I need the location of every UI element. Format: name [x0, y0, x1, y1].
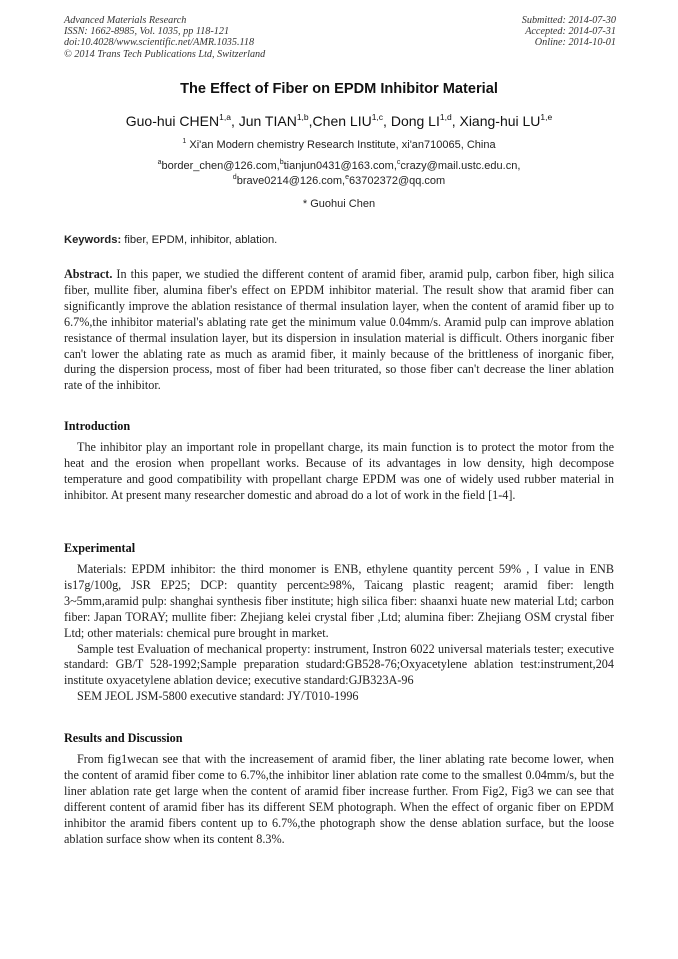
journal-header-left [64, 15, 265, 60]
affiliation [0, 139, 678, 151]
author-name: Guo-hui CHEN [125, 113, 220, 129]
journal-name: Advanced Materials Research [64, 15, 187, 26]
author-name: Xiang-hui LU [459, 113, 541, 129]
author-superscript: 1,e [540, 112, 553, 122]
keywords-line [64, 234, 277, 246]
sem-paragraph: SEM JEOL JSM-5800 executive standard: JY/T010-1996 [77, 689, 359, 704]
corresponding-author: * Guohui Chen [302, 198, 376, 210]
author-name: Chen LIU [312, 113, 372, 129]
copyright-line: © 2014 Trans Tech Publications Ltd, Switzerland [64, 48, 266, 60]
email-address[interactable]: border_chen@126.com, [161, 160, 280, 172]
author-list [0, 113, 678, 129]
accepted-date: Accepted: 2014-07-31 [525, 26, 616, 38]
introduction-paragraph: The inhibitor play an important role in propellant charge, its main function is to protect the motor from the heat and the erosion when propellant works. Because of its advantages in low density, high decompose temperature and good compatibility with propellant charge EPDM was one of widely used rubber material in inhibitor. At present many researcher domestic and abroad do a lot of work in the field [1-4]. [64, 440, 614, 502]
author-superscript: 1,c [371, 112, 384, 122]
author-name: Jun TIAN [238, 113, 297, 129]
online-date: Online: 2014-10-01 [534, 37, 616, 49]
author-separator: , [308, 113, 313, 129]
abstract-text: In this paper, we studied the different content of aramid fiber, aramid pulp, carbon fiber, high silica fiber, mullite fiber, alumina fiber's effect on EPDM inhibitor material. The result show that aramid fiber can significantly improve the ablation resistance of thermal insulation layer, when the content of aramid fiber up to 6.7%,the inhibitor material's ablating rate get the minimum value 0.04mm/s. Aramid pulp can improve ablation resistance of thermal insulation layer, but its dispersion in insulation material is difficult. Others inorganic fiber can't lower the ablating rate as much as aramid fiber, it mainly because of the brittleness of inorganic fiber, during the dispersion process, most of fiber had been triturated, so those fiber can't decrease the liner ablation rate of the inhibitor. [64, 267, 614, 393]
email-line-1 [0, 159, 678, 174]
abstract-label: Abstract. [64, 267, 113, 281]
author-separator: , [451, 113, 460, 129]
author-name: Dong LI [390, 113, 440, 129]
author-separator: , [383, 113, 391, 129]
email-address[interactable]: crazy@mail.ustc.edu.cn, [400, 160, 521, 172]
doi-line: doi:10.4028/www.scientific.net/AMR.1035.118 [64, 37, 255, 49]
submitted-date: Submitted: 2014-07-30 [521, 15, 616, 26]
author-superscript: 1,b [296, 112, 309, 122]
affiliation-text: Xi'an Modern chemistry Research Institute, xi'an710065, China [186, 139, 496, 151]
journal-header-right [522, 15, 616, 49]
results-section [64, 752, 614, 847]
keywords-label: Keywords: [64, 234, 122, 246]
paper-title: The Effect of Fiber on EPDM Inhibitor Material [180, 81, 498, 97]
author-superscript: 1,a [219, 112, 231, 122]
email-superscript: e [345, 174, 350, 181]
experimental-heading: Experimental [64, 541, 136, 555]
email-superscript: b [279, 159, 284, 166]
experimental-section [64, 562, 614, 705]
author-superscript: 1,d [439, 112, 452, 122]
affiliation-superscript: 1 [182, 138, 187, 145]
email-address[interactable]: tianjun0431@163.com, [283, 160, 397, 172]
email-superscript: c [396, 159, 401, 166]
email-superscript: a [157, 159, 162, 166]
author-separator: , [230, 113, 239, 129]
author-emails [0, 159, 678, 189]
introduction-heading: Introduction [64, 419, 131, 433]
journal-issn: ISSN: 1662-8985, Vol. 1035, pp 118-121 [64, 26, 230, 38]
sample-test-paragraph: Sample test Evaluation of mechanical property: instrument, Instron 6022 universal materials tester; executive standard: GB/T 528-1992;Sample preparation studard:GB528-76;Oxyacetylene ablation test:instrument,204 institute oxyacetylene ablation device; executive standard:GJB323A-96 [64, 641, 614, 688]
email-line-2 [0, 174, 678, 189]
results-paragraph: From fig1wecan see that with the increasement of aramid fiber, the liner ablating rate become lower, when the content of aramid fiber come to 6.7%,the inhibitor liner ablation rate come to the smallest 0.04mm/s, but the liner ablation rate get large when the content of aramid fiber increase further. From Fig2, Fig3 we can see that different content of aramid fiber has its different SEM photograph. When the effect of organic fiber on EPDM inhibitor the aramid fibers content up to 6.7%,the photograph show the dense ablation surface, but the loose ablation surface show when its content 8.3%. [64, 752, 614, 846]
materials-paragraph: Materials: EPDM inhibitor: the third monomer is ENB, ethylene quantity percent 59% , I value in ENB is17g/100g, JSR EP25; DCP: quantity percent≥98%, Taicang plastic reagent; aramid fiber: length 3~5mm,aramid pulp: shanghai synthesis fiber institute; high silica fiber: shaanxi huate new material Ltd; carbon fiber: Japan TORAY; mullite fiber: Zhejiang kelei crystal fiber ,Ltd; alumina fiber: Zhejiang OSM crystal fiber Ltd; other materials: chemical pure brought in market. [64, 562, 614, 640]
keywords-text: fiber, EPDM, inhibitor, ablation. [121, 234, 278, 246]
introduction-section [64, 440, 614, 504]
email-address[interactable]: 63702372@qq.com [349, 175, 446, 187]
results-heading: Results and Discussion [64, 731, 183, 745]
abstract-paragraph [64, 267, 614, 394]
email-address[interactable]: brave0214@126.com, [236, 175, 346, 187]
email-superscript: d [232, 174, 237, 181]
